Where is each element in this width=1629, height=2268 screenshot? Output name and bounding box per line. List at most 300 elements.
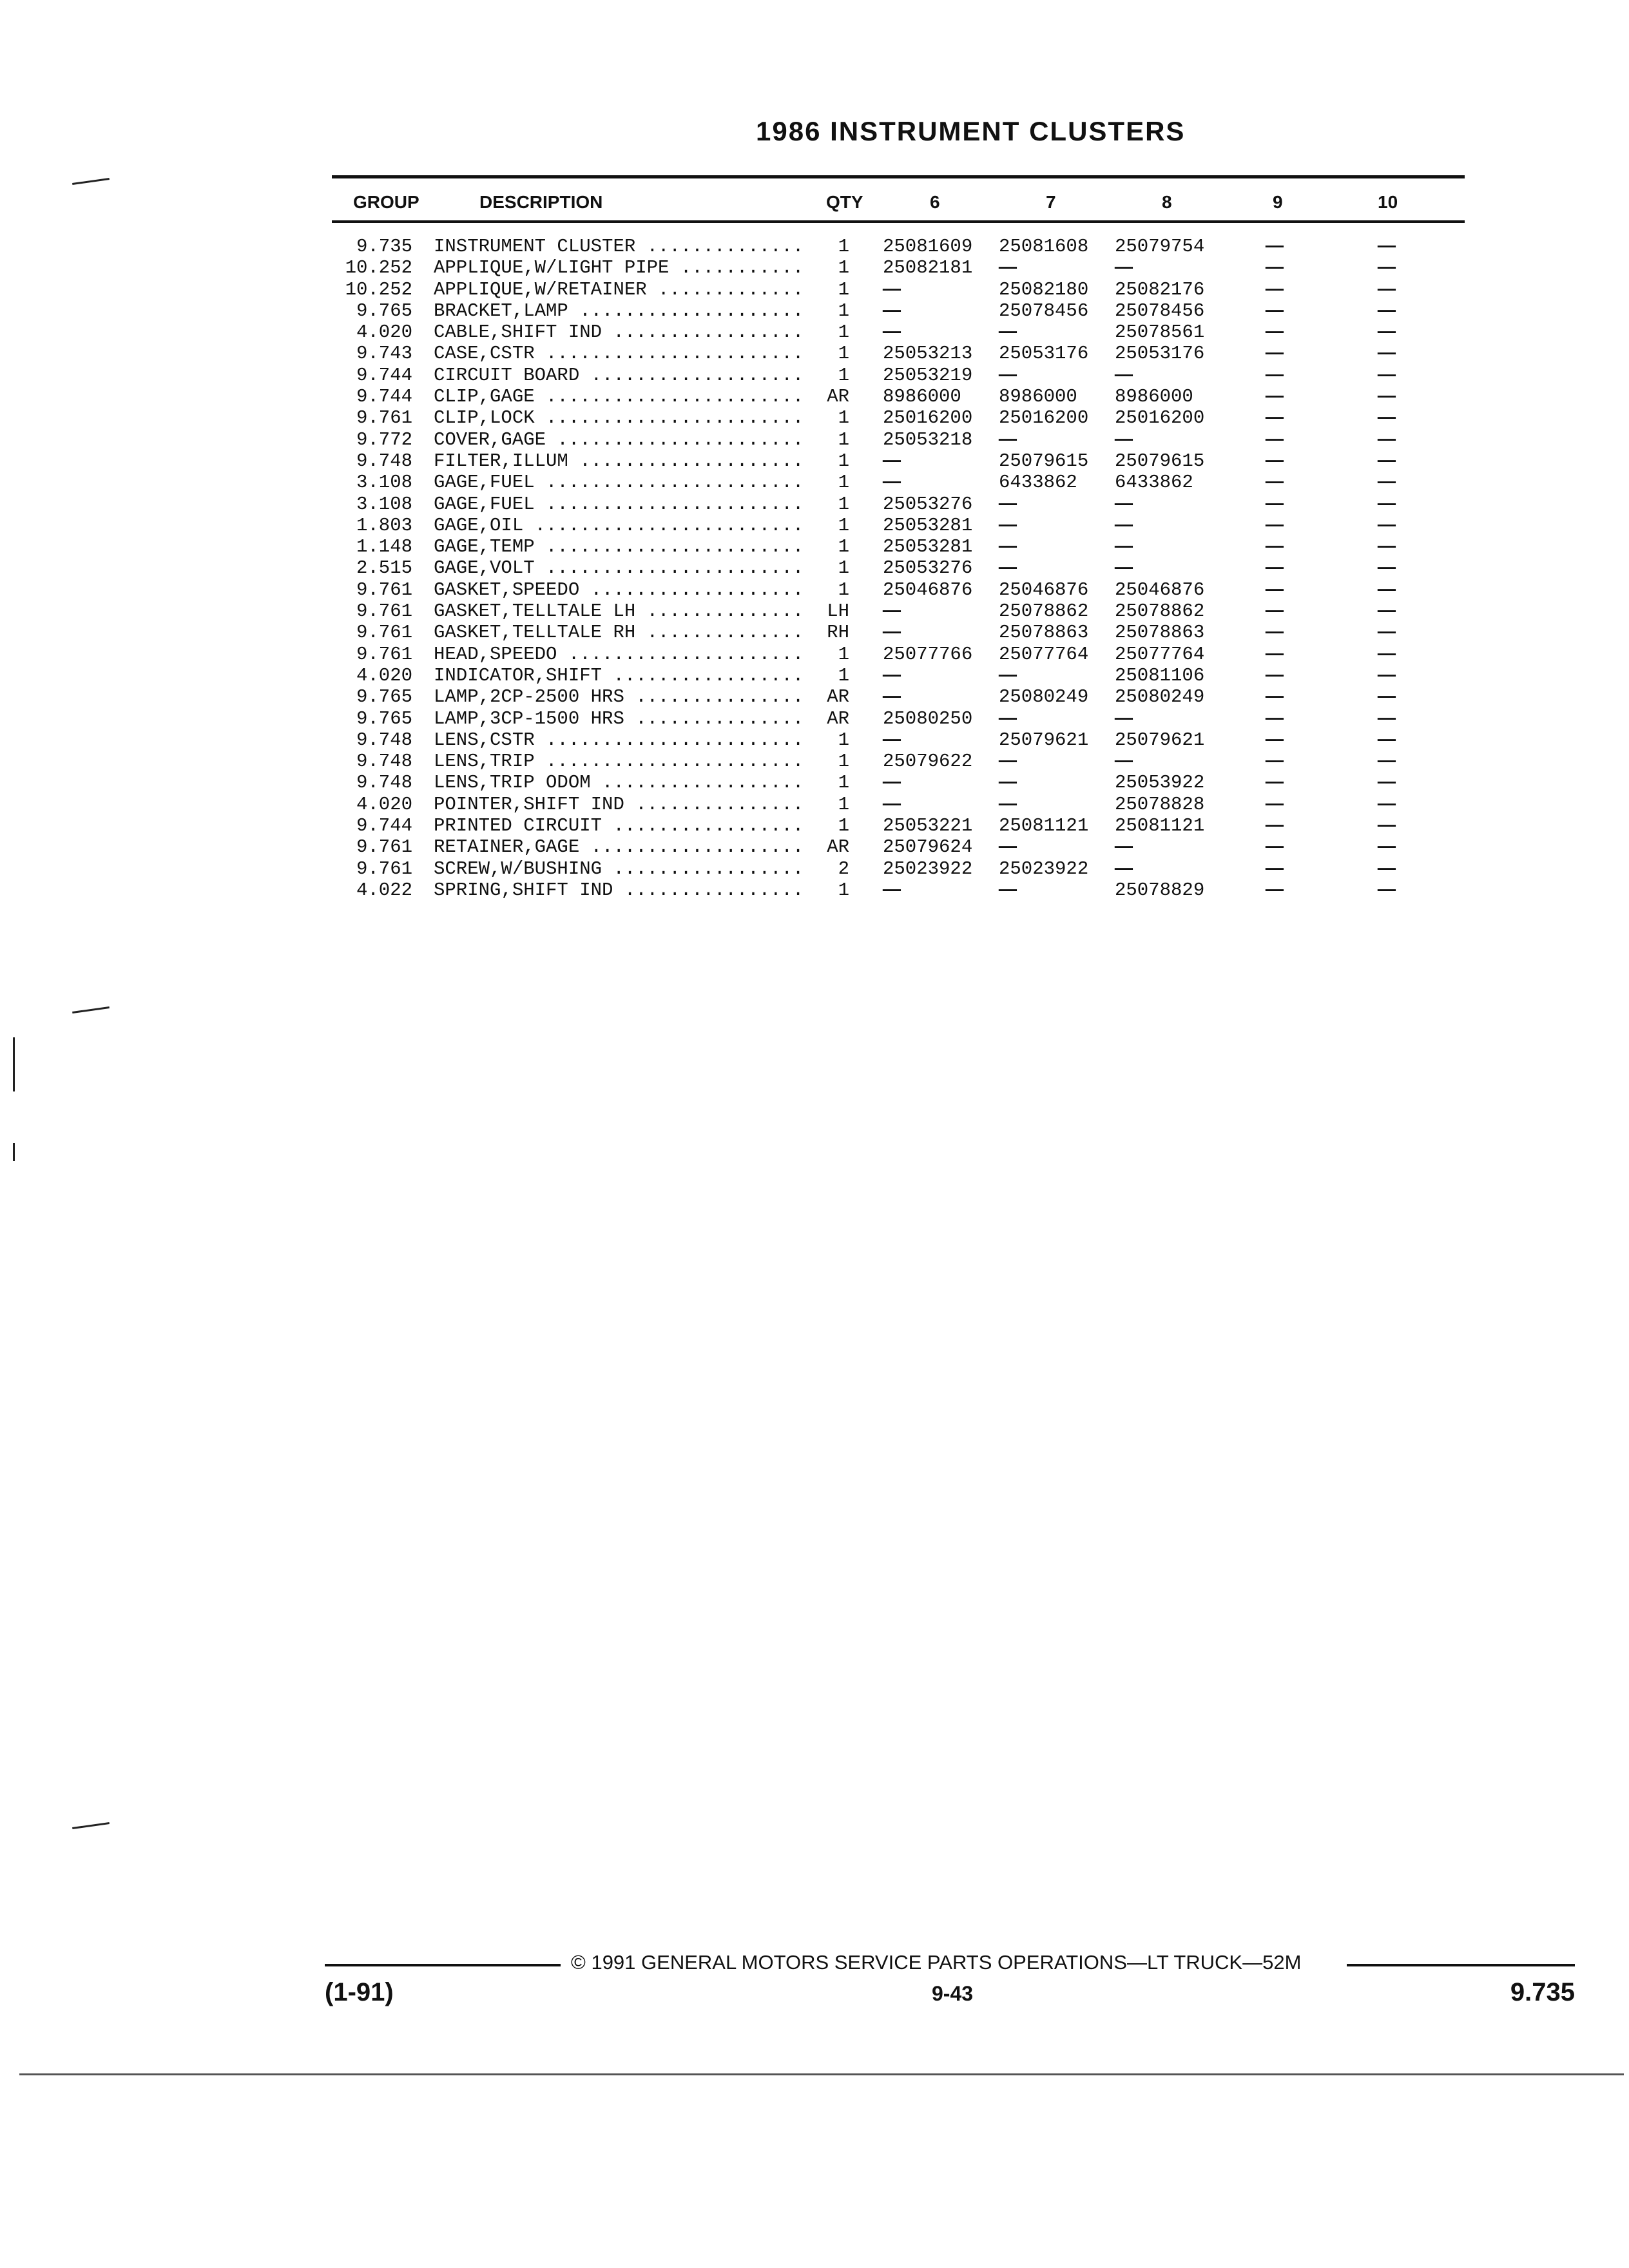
dash-mark: — (1378, 322, 1396, 343)
column-header-8: 8 (1162, 192, 1172, 212)
cell-c8: 25053176 (1115, 343, 1205, 365)
cell-description: LENS,TRIP ODOM .................. (434, 772, 804, 794)
dash-mark: — (1266, 793, 1284, 815)
dash-mark: — (1378, 879, 1396, 901)
cell-qty: LH (827, 601, 849, 622)
cell-qty: 1 (838, 514, 849, 536)
cell-description: GAGE,FUEL ....................... (434, 493, 804, 515)
cell-description: CIRCUIT BOARD ................... (434, 364, 804, 386)
dash-mark: — (1266, 729, 1284, 751)
dash-mark: — (1378, 300, 1396, 322)
footer-section-number: 9.735 (1510, 1978, 1575, 2006)
dash-mark: — (1266, 322, 1284, 343)
dash-mark: — (1115, 836, 1133, 858)
cell-c8: 25081106 (1115, 664, 1205, 686)
dash-mark: — (1378, 836, 1396, 858)
dash-mark: — (1378, 579, 1396, 601)
cell-c7: 25077764 (999, 643, 1089, 665)
dash-mark: — (1266, 772, 1284, 794)
dash-mark: — (999, 364, 1017, 386)
column-header-6: 6 (930, 192, 940, 212)
dash-mark: — (1266, 407, 1284, 429)
dash-mark: — (1115, 751, 1133, 773)
dash-mark: — (1266, 236, 1284, 257)
table-row (0, 708, 1629, 729)
dash-mark: — (1266, 879, 1284, 901)
dash-mark: — (999, 793, 1017, 815)
header-top-rule (332, 175, 1465, 178)
dash-mark: — (1115, 557, 1133, 579)
cell-c6: 25081609 (883, 236, 973, 257)
cell-c8: 25078828 (1115, 793, 1205, 815)
dash-mark: — (1266, 858, 1284, 879)
dash-mark: — (999, 751, 1017, 773)
dash-mark: — (1378, 858, 1396, 879)
cell-description: SCREW,W/BUSHING ................. (434, 858, 804, 879)
cell-group: 3.108 (356, 493, 412, 515)
cell-c8: 25080249 (1115, 686, 1205, 708)
dash-mark: — (999, 707, 1017, 729)
cell-group: 9.748 (356, 729, 412, 751)
binder-mark-2 (72, 1006, 110, 1014)
dash-mark: — (1266, 343, 1284, 365)
cell-c6: 25053281 (883, 514, 973, 536)
cell-c8: 25081121 (1115, 815, 1205, 837)
table-row (0, 279, 1629, 300)
dash-mark: — (1378, 514, 1396, 536)
cell-group: 9.761 (356, 858, 412, 879)
cell-qty: AR (827, 386, 849, 408)
dash-mark: — (999, 836, 1017, 858)
table-row (0, 386, 1629, 407)
cell-c8: 25078561 (1115, 322, 1205, 343)
dash-mark: — (1115, 514, 1133, 536)
dash-mark: — (999, 557, 1017, 579)
dash-mark: — (999, 536, 1017, 558)
cell-qty: AR (827, 707, 849, 729)
dash-mark: — (1378, 686, 1396, 708)
cell-group: 4.020 (356, 793, 412, 815)
footer-copyright: © 1991 GENERAL MOTORS SERVICE PARTS OPERATIONS—LT TRUCK—52M (571, 1951, 1302, 1974)
cell-qty: AR (827, 686, 849, 708)
cell-qty: AR (827, 836, 849, 858)
table-row (0, 815, 1629, 836)
dash-mark: — (1378, 815, 1396, 837)
table-row (0, 794, 1629, 815)
dash-mark: — (1378, 450, 1396, 472)
cell-qty: 1 (838, 236, 849, 257)
cell-group: 9.744 (356, 815, 412, 837)
cell-group: 4.022 (356, 879, 412, 901)
cell-description: CABLE,SHIFT IND ................. (434, 322, 804, 343)
cell-c7: 25046876 (999, 579, 1089, 601)
cell-group: 10.252 (345, 257, 412, 279)
cell-c6: 25079622 (883, 751, 973, 773)
table-row (0, 644, 1629, 665)
dash-mark: — (1115, 364, 1133, 386)
cell-c6: 25053276 (883, 557, 973, 579)
dash-mark: — (883, 450, 901, 472)
dash-mark: — (1378, 493, 1396, 515)
dash-mark: — (1378, 643, 1396, 665)
cell-c8: 25053922 (1115, 772, 1205, 794)
cell-description: BRACKET,LAMP .................... (434, 300, 804, 322)
parts-table-body (0, 236, 1629, 901)
dash-mark: — (883, 729, 901, 751)
cell-group: 9.761 (356, 601, 412, 622)
cell-group: 9.748 (356, 751, 412, 773)
dash-mark: — (1266, 257, 1284, 279)
table-row (0, 858, 1629, 879)
cell-c6: 25080250 (883, 707, 973, 729)
dash-mark: — (1378, 407, 1396, 429)
cell-group: 9.744 (356, 364, 412, 386)
cell-c6: 25053213 (883, 343, 973, 365)
cell-c7: 25079615 (999, 450, 1089, 472)
footer-date-code: (1-91) (325, 1978, 394, 2006)
dash-mark: — (999, 322, 1017, 343)
cell-qty: 1 (838, 278, 849, 300)
cell-c8: 25016200 (1115, 407, 1205, 429)
dash-mark: — (999, 772, 1017, 794)
binder-bar-2 (13, 1143, 15, 1161)
cell-group: 9.765 (356, 686, 412, 708)
cell-c7: 25053176 (999, 343, 1089, 365)
page-bottom-rule (19, 2073, 1624, 2075)
binder-mark-1 (72, 178, 110, 185)
dash-mark: — (1266, 514, 1284, 536)
dash-mark: — (999, 664, 1017, 686)
dash-mark: — (883, 772, 901, 794)
header-bottom-rule (332, 220, 1465, 223)
cell-group: 4.020 (356, 664, 412, 686)
cell-group: 9.761 (356, 407, 412, 429)
cell-group: 9.743 (356, 343, 412, 365)
cell-c7: 25081121 (999, 815, 1089, 837)
cell-c7: 25078456 (999, 300, 1089, 322)
cell-qty: 1 (838, 407, 849, 429)
cell-qty: RH (827, 622, 849, 644)
cell-c7: 8986000 (999, 386, 1077, 408)
cell-c6: 25053276 (883, 493, 973, 515)
cell-qty: 1 (838, 557, 849, 579)
dash-mark: — (883, 622, 901, 644)
column-header-9: 9 (1273, 192, 1283, 212)
cell-c6: 25016200 (883, 407, 973, 429)
dash-mark: — (1378, 557, 1396, 579)
dash-mark: — (1378, 536, 1396, 558)
table-row (0, 494, 1629, 515)
dash-mark: — (1378, 664, 1396, 686)
cell-group: 1.803 (356, 514, 412, 536)
footer-rule-left (325, 1964, 561, 1966)
dash-mark: — (883, 472, 901, 494)
cell-description: PRINTED CIRCUIT ................. (434, 815, 804, 837)
cell-c8: 25078863 (1115, 622, 1205, 644)
cell-c7: 25079621 (999, 729, 1089, 751)
cell-c8: 6433862 (1115, 472, 1193, 494)
dash-mark: — (1266, 707, 1284, 729)
cell-c6: 25053221 (883, 815, 973, 837)
table-row (0, 429, 1629, 450)
cell-qty: 1 (838, 450, 849, 472)
dash-mark: — (1266, 664, 1284, 686)
cell-description: CASE,CSTR ....................... (434, 343, 804, 365)
cell-c8: 25079754 (1115, 236, 1205, 257)
cell-c8: 8986000 (1115, 386, 1193, 408)
table-row (0, 322, 1629, 343)
cell-c8: 25077764 (1115, 643, 1205, 665)
dash-mark: — (1266, 557, 1284, 579)
cell-description: HEAD,SPEEDO ..................... (434, 643, 804, 665)
cell-c6: 25053281 (883, 536, 973, 558)
cell-qty: 1 (838, 472, 849, 494)
cell-description: POINTER,SHIFT IND ............... (434, 793, 804, 815)
cell-description: LAMP,2CP-2500 HRS ............... (434, 686, 804, 708)
dash-mark: — (1378, 236, 1396, 257)
cell-c7: 6433862 (999, 472, 1077, 494)
dash-mark: — (1115, 707, 1133, 729)
cell-qty: 1 (838, 536, 849, 558)
cell-c6: 25077766 (883, 643, 973, 665)
cell-qty: 1 (838, 364, 849, 386)
cell-qty: 1 (838, 428, 849, 450)
cell-qty: 1 (838, 579, 849, 601)
table-row (0, 729, 1629, 751)
cell-description: FILTER,ILLUM .................... (434, 450, 804, 472)
cell-description: COVER,GAGE ...................... (434, 428, 804, 450)
cell-c6: 25053219 (883, 364, 973, 386)
dash-mark: — (1266, 536, 1284, 558)
table-row (0, 536, 1629, 557)
table-row (0, 472, 1629, 493)
cell-qty: 1 (838, 257, 849, 279)
cell-group: 9.748 (356, 772, 412, 794)
cell-c6: 8986000 (883, 386, 961, 408)
dash-mark: — (1378, 751, 1396, 773)
cell-c7: 25016200 (999, 407, 1089, 429)
cell-qty: 1 (838, 879, 849, 901)
cell-c6: 25079624 (883, 836, 973, 858)
dash-mark: — (1378, 364, 1396, 386)
cell-qty: 1 (838, 815, 849, 837)
cell-group: 2.515 (356, 557, 412, 579)
cell-group: 9.761 (356, 836, 412, 858)
footer-page-number: 9-43 (932, 1982, 974, 2005)
cell-c7: 25080249 (999, 686, 1089, 708)
cell-group: 9.761 (356, 622, 412, 644)
cell-qty: 1 (838, 751, 849, 773)
cell-description: GASKET,SPEEDO ................... (434, 579, 804, 601)
table-row (0, 836, 1629, 858)
dash-mark: — (883, 601, 901, 622)
table-row (0, 879, 1629, 901)
cell-c7: 25081608 (999, 236, 1089, 257)
dash-mark: — (1266, 579, 1284, 601)
cell-qty: 1 (838, 772, 849, 794)
cell-description: APPLIQUE,W/LIGHT PIPE ........... (434, 257, 804, 279)
dash-mark: — (1266, 643, 1284, 665)
cell-c8: 25079621 (1115, 729, 1205, 751)
cell-c6: 25082181 (883, 257, 973, 279)
cell-description: LENS,TRIP ....................... (434, 751, 804, 773)
table-row (0, 557, 1629, 579)
dash-mark: — (999, 428, 1017, 450)
table-row (0, 257, 1629, 278)
cell-group: 9.748 (356, 450, 412, 472)
dash-mark: — (1115, 493, 1133, 515)
dash-mark: — (1266, 386, 1284, 408)
cell-description: GAGE,VOLT ....................... (434, 557, 804, 579)
cell-description: LAMP,3CP-1500 HRS ............... (434, 707, 804, 729)
cell-c8: 25082176 (1115, 278, 1205, 300)
dash-mark: — (1266, 686, 1284, 708)
table-row (0, 515, 1629, 536)
dash-mark: — (1266, 364, 1284, 386)
dash-mark: — (1378, 622, 1396, 644)
table-row (0, 751, 1629, 772)
cell-c7: 25078862 (999, 601, 1089, 622)
cell-description: SPRING,SHIFT IND ................ (434, 879, 804, 901)
dash-mark: — (883, 686, 901, 708)
column-header-qty: QTY (826, 192, 863, 212)
dash-mark: — (1266, 428, 1284, 450)
cell-c6: 25046876 (883, 579, 973, 601)
cell-c8: 25078862 (1115, 601, 1205, 622)
dash-mark: — (1266, 815, 1284, 837)
dash-mark: — (1378, 472, 1396, 494)
dash-mark: — (1378, 729, 1396, 751)
cell-qty: 1 (838, 793, 849, 815)
dash-mark: — (1378, 601, 1396, 622)
dash-mark: — (1266, 450, 1284, 472)
cell-group: 9.761 (356, 579, 412, 601)
cell-description: INDICATOR,SHIFT ................. (434, 664, 804, 686)
column-header-group: GROUP (353, 192, 419, 212)
dash-mark: — (1378, 772, 1396, 794)
dash-mark: — (1378, 278, 1396, 300)
dash-mark: — (1378, 793, 1396, 815)
cell-group: 9.761 (356, 643, 412, 665)
cell-qty: 1 (838, 729, 849, 751)
dash-mark: — (999, 493, 1017, 515)
cell-group: 9.735 (356, 236, 412, 257)
table-row (0, 300, 1629, 322)
table-row (0, 686, 1629, 707)
cell-c7: 25023922 (999, 858, 1089, 879)
dash-mark: — (1266, 300, 1284, 322)
dash-mark: — (1266, 472, 1284, 494)
cell-description: LENS,CSTR ....................... (434, 729, 804, 751)
cell-description: GASKET,TELLTALE LH .............. (434, 601, 804, 622)
cell-qty: 1 (838, 343, 849, 365)
cell-group: 9.772 (356, 428, 412, 450)
table-row (0, 365, 1629, 386)
cell-qty: 1 (838, 493, 849, 515)
cell-group: 3.108 (356, 472, 412, 494)
cell-description: APPLIQUE,W/RETAINER ............. (434, 278, 804, 300)
dash-mark: — (1115, 428, 1133, 450)
dash-mark: — (1115, 536, 1133, 558)
table-row (0, 772, 1629, 793)
cell-description: GAGE,FUEL ....................... (434, 472, 804, 494)
cell-description: CLIP,LOCK ....................... (434, 407, 804, 429)
dash-mark: — (1378, 707, 1396, 729)
table-row (0, 236, 1629, 257)
cell-qty: 1 (838, 322, 849, 343)
dash-mark: — (1378, 386, 1396, 408)
cell-description: RETAINER,GAGE ................... (434, 836, 804, 858)
dash-mark: — (883, 879, 901, 901)
cell-description: GAGE,TEMP ....................... (434, 536, 804, 558)
dash-mark: — (1266, 278, 1284, 300)
cell-c8: 25078829 (1115, 879, 1205, 901)
cell-c8: 25046876 (1115, 579, 1205, 601)
cell-c7: 25082180 (999, 278, 1089, 300)
dash-mark: — (1266, 836, 1284, 858)
cell-qty: 1 (838, 643, 849, 665)
cell-c7: 25078863 (999, 622, 1089, 644)
dash-mark: — (1266, 622, 1284, 644)
table-row (0, 665, 1629, 686)
dash-mark: — (1115, 257, 1133, 279)
cell-group: 9.765 (356, 300, 412, 322)
cell-description: GASKET,TELLTALE RH .............. (434, 622, 804, 644)
binder-mark-3 (72, 1822, 110, 1829)
dash-mark: — (883, 793, 901, 815)
dash-mark: — (1266, 601, 1284, 622)
dash-mark: — (1378, 428, 1396, 450)
cell-c6: 25023922 (883, 858, 973, 879)
footer-rule-right (1347, 1964, 1575, 1966)
dash-mark: — (999, 514, 1017, 536)
dash-mark: — (883, 300, 901, 322)
column-header-description: DESCRIPTION (479, 192, 603, 212)
cell-description: INSTRUMENT CLUSTER .............. (434, 236, 804, 257)
table-row (0, 407, 1629, 428)
cell-group: 9.744 (356, 386, 412, 408)
cell-qty: 2 (838, 858, 849, 879)
table-row (0, 601, 1629, 622)
dash-mark: — (1378, 343, 1396, 365)
table-row (0, 579, 1629, 601)
dash-mark: — (883, 322, 901, 343)
binder-bar-1 (13, 1037, 15, 1091)
cell-group: 1.148 (356, 536, 412, 558)
table-row (0, 343, 1629, 364)
cell-group: 10.252 (345, 278, 412, 300)
dash-mark: — (1378, 257, 1396, 279)
dash-mark: — (883, 278, 901, 300)
cell-c8: 25079615 (1115, 450, 1205, 472)
cell-c6: 25053218 (883, 428, 973, 450)
dash-mark: — (999, 257, 1017, 279)
dash-mark: — (1115, 858, 1133, 879)
page-title: 1986 INSTRUMENT CLUSTERS (756, 116, 1186, 146)
cell-group: 9.765 (356, 707, 412, 729)
dash-mark: — (1266, 751, 1284, 773)
cell-qty: 1 (838, 300, 849, 322)
cell-description: GAGE,OIL ........................ (434, 514, 804, 536)
dash-mark: — (883, 664, 901, 686)
column-header-7: 7 (1046, 192, 1056, 212)
cell-c8: 25078456 (1115, 300, 1205, 322)
cell-description: CLIP,GAGE ....................... (434, 386, 804, 408)
cell-group: 4.020 (356, 322, 412, 343)
cell-qty: 1 (838, 664, 849, 686)
table-row (0, 622, 1629, 643)
table-row (0, 450, 1629, 472)
